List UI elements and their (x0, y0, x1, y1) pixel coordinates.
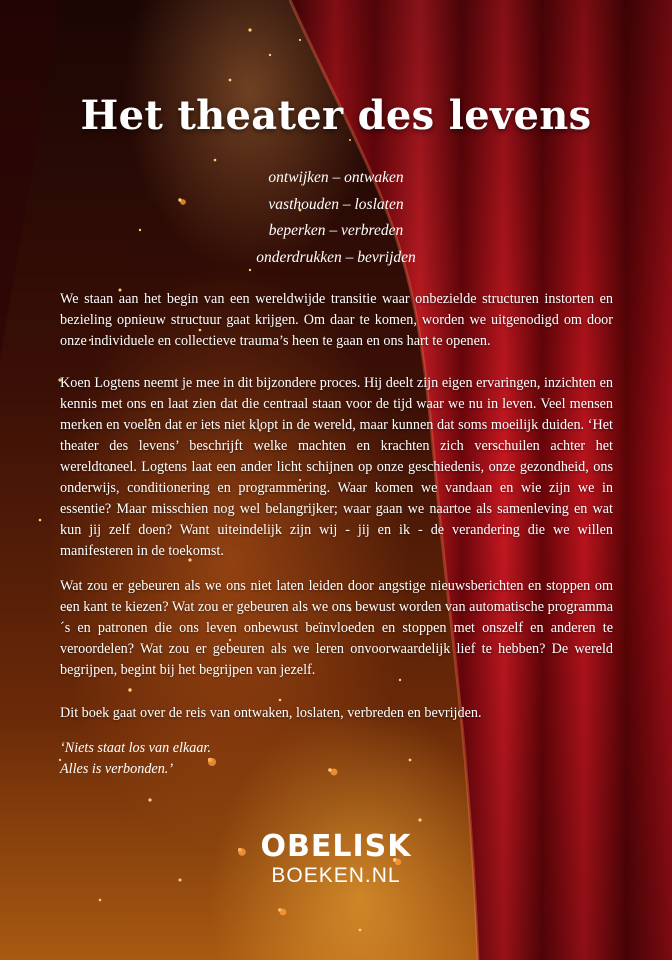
theme-pair: ontwijken – ontwaken (268, 169, 404, 186)
theme-pairs (0, 165, 672, 271)
blurb-paragraph-3: Wat zou er gebeuren als we ons niet laten leiden door angstige nieuwsberichten en stoppen om een kant te kiezen? Wat zou er gebeuren als we ons bewust worden van automatische programma´s en patronen die ons leven onbewust beïnvloeden en stoppen met onszelf en anderen te veroordelen? Wat zou er gebeuren als we leren onvoorwaardelijk lief te hebben? De wereld begrijpen, begint bij het begrijpen van jezelf. (60, 578, 613, 678)
publisher-logo (0, 830, 672, 888)
theme-pair: beperken – verbreden (268, 222, 404, 239)
logo-wordmark: OBELISK (260, 829, 412, 864)
theme-pair: onderdrukken – bevrijden (256, 248, 416, 266)
blurb-paragraph-2: Koen Logtens neemt je mee in dit bijzondere proces. Hij deelt zijn eigen ervaringen, inzichten en kennis met ons en laat zien dat die centraal staan voor de tijd waar we nu in leven. Veel mensen merken en voelen dat er iets niet klopt in de wereld, maar kunnen dat soms moeilijk duiden. ‘Het theater des levens’ beschrijft welke machten en krachten zich verschuilen achter het wereldtoneel. Logtens laat een ander licht schijnen op onze geschiedenis, onze gezondheid, ons onderwijs, conditionering en programmering. Waar komen we vandaan en wie zijn we in essentie? Maar misschien nog wel belangrijker; waar gaan we naartoe als samenleving en wat kun jij zelf doen? Want uiteindelijk zijn wij - jij en ik - de verandering die we willen manifesteren in de toekomst. (60, 375, 613, 559)
theme-pair: vasthouden – loslaten (268, 195, 404, 213)
blurb-paragraph-1: We staan aan het begin van een wereldwijde transitie waar onbezielde structuren instorten en bezieling opnieuw structuur gaat krijgen. Om daar te komen, worden we uitgenodigd om door onze individuele en collectieve trauma’s heen te gaan en ons hart te openen. (60, 291, 613, 349)
closing-quote (60, 738, 460, 780)
quote-line: ‘Niets staat los van elkaar. (60, 740, 211, 756)
book-title: Het theater des levens (80, 92, 592, 139)
logo-domain: BOEKEN.NL (271, 864, 401, 887)
quote-line: Alles is verbonden.’ (60, 761, 174, 777)
blurb-paragraph-4: Dit boek gaat over de reis van ontwaken, loslaten, verbreden en bevrijden. (60, 705, 482, 721)
